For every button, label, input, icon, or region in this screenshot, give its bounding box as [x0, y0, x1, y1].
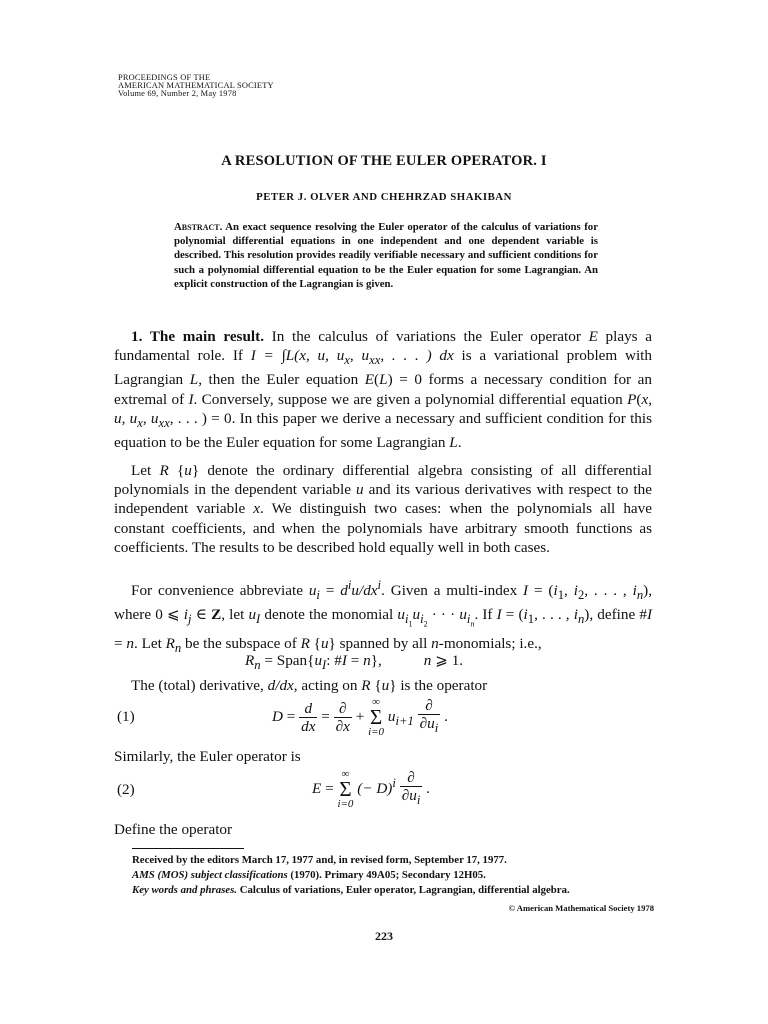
paragraph-5: Similarly, the Euler operator is — [114, 748, 301, 765]
paragraph-2: Let R {u} denote the ordinary differential algebra consisting of all differential polynomials in the dependent variable u and its various derivatives with respect to the independent variable x. We distinguish two cases: when the polynomials all have constant coefficients, and when the polynomials have arbitrary smooth functions as coefficients. The results to be described hold equally well in both cases. — [114, 462, 653, 556]
equation-2-number: (2) — [117, 781, 135, 798]
copyright-notice: © American Mathematical Society 1978 — [508, 903, 654, 913]
journal-line-1: PROCEEDINGS OF THE — [118, 73, 211, 82]
paragraph-3: For convenience abbreviate $u_i = d^iu/dx^i$. Given a multi-index $I = (i_1$, $i_2$, . . . , $i_n$), where 0 ⩽ $i_j$ ∈ Z, let $u_I$ denote the monomial $u_{i_1}u_{i_2}$ · · · $u_{i_n}$. If $I = (i_1$, . . . , $i_n$), define #I = n. Let $R_n$ be the subspace of R {u} spanned by all n-monomials; i.e., — [114, 578, 652, 656]
paper-authors: PETER J. OLVER AND CHEHRZAD SHAKIBAN — [256, 191, 512, 203]
footnote-received: Received by the editors March 17, 1977 and, in revised form, September 17, 1977. — [132, 854, 507, 866]
footnote-divider — [132, 848, 244, 849]
paper-title: A RESOLUTION OF THE EULER OPERATOR. I — [221, 153, 547, 169]
equation-1: D = $\frac{d}{dx}$ = $\frac{\partial}{\partial x}$ + ∞ Σ i=0 $u_{i+1}$ $\frac{\partial}{\partial u_i}$ . — [272, 696, 448, 738]
abstract — [174, 220, 598, 291]
journal-header — [118, 74, 274, 99]
abstract-text: An exact sequence resolving the Euler operator of the calculus of variations for polynomial differential equations in one independent and one dependent variable is described. This resolution provides readily verifiable necessary and sufficient conditions for such a polynomial differential equation to be the Euler equation for some Lagrangian. An explicit construction of the Lagrangian is given. — [174, 221, 598, 290]
footnote-keywords: Key words and phrases. Calculus of variations, Euler operator, Lagrangian, differential algebra. — [132, 884, 570, 896]
footnote-ams: AMS (MOS) subject classifications (1970). Primary 49A05; Secondary 12H05. — [132, 869, 486, 881]
journal-line-3: Volume 69, Number 2, May 1978 — [118, 89, 237, 99]
page-number: 223 — [375, 929, 393, 943]
paragraph-1: 1. The main result. In the calculus of variations the Euler operator E plays a fundamental role. If I = ∫L(x, u, $u_x$, $u_{xx}$, . . . ) dx is a variational problem with Lagrangian L, then the Euler equation E(L) = 0 forms a necessary condition for an extremal of I. Conversely, suppose we are given a polynomial differential equation P(x, u, $u_x$, $u_{xx}$, . . . ) = 0. In this paper we derive a necessary and sufficient condition for this equation to be the Euler equation for some Lagrangian L. — [114, 328, 653, 452]
journal-line-2: AMERICAN MATHEMATICAL SOCIETY — [118, 81, 274, 91]
equation-1-number: (1) — [117, 708, 135, 725]
equation-2: E = ∞ Σ i=0 (− D)$^i$ $\frac{\partial}{\partial u_i}$ . — [312, 768, 430, 810]
rn-equation: $R_n$ = $Span\{u_I$: #I = n}, n ⩾ 1. — [245, 652, 464, 673]
abstract-label: Abstract. — [174, 221, 223, 233]
paragraph-4: The (total) derivative, d/dx, acting on R {u} is the operator — [131, 677, 488, 694]
section-heading: 1. The main result. — [131, 328, 264, 345]
paragraph-6: Define the operator — [114, 821, 233, 838]
